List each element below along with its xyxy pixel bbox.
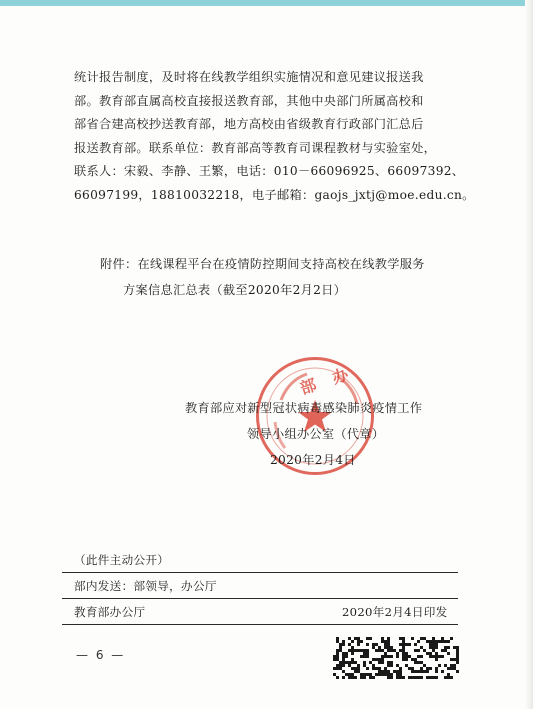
- barcode-module: [426, 670, 429, 673]
- barcode-module: [345, 655, 348, 658]
- barcode-module: [348, 649, 351, 652]
- barcode-module: [384, 652, 387, 655]
- barcode-module: [336, 649, 339, 652]
- barcode-module: [450, 637, 453, 640]
- barcode-module: [342, 655, 345, 658]
- internal-distribution: 部内发送：部领导，办公厅: [74, 579, 217, 593]
- barcode-module: [396, 673, 399, 676]
- barcode-module: [438, 640, 441, 643]
- barcode-module: [429, 667, 432, 670]
- barcode-module: [450, 658, 453, 661]
- barcode-module: [366, 649, 369, 652]
- barcode-module: [429, 646, 432, 649]
- barcode-module: [339, 649, 342, 652]
- barcode-module: [444, 649, 447, 652]
- barcode-module: [429, 676, 432, 679]
- barcode-module: [336, 652, 339, 655]
- barcode-module: [393, 670, 396, 673]
- barcode-module: [450, 667, 453, 670]
- barcode-module: [354, 676, 357, 679]
- barcode-module: [432, 655, 435, 658]
- barcode-module: [435, 640, 438, 643]
- barcode-module: [408, 667, 411, 670]
- barcode-module: [402, 640, 405, 643]
- barcode-module: [351, 673, 354, 676]
- barcode-module: [408, 655, 411, 658]
- barcode-module: [336, 676, 339, 679]
- barcode-module: [384, 670, 387, 673]
- attachment-line-2: 方案信息汇总表（截至2020年2月2日）: [123, 283, 347, 297]
- barcode-module: [381, 673, 384, 676]
- barcode-module: [336, 637, 339, 640]
- barcode-module: [372, 667, 375, 670]
- barcode-module: [414, 661, 417, 664]
- barcode-module: [354, 670, 357, 673]
- barcode-module: [390, 664, 393, 667]
- barcode-module: [363, 664, 366, 667]
- barcode-module: [354, 637, 357, 640]
- barcode-module: [333, 667, 336, 670]
- barcode-module: [387, 640, 390, 643]
- barcode-module: [435, 652, 438, 655]
- barcode-module: [357, 664, 360, 667]
- barcode-module: [384, 673, 387, 676]
- barcode-module: [447, 646, 450, 649]
- barcode-module: [414, 643, 417, 646]
- barcode-module: [429, 643, 432, 646]
- barcode-module: [357, 640, 360, 643]
- barcode-module: [378, 658, 381, 661]
- footer-divider-bottom: [62, 624, 458, 625]
- barcode-module: [402, 658, 405, 661]
- body-line: 部。教育部直属高校直接报送教育部，其他中央部门所属高校和: [74, 93, 424, 108]
- barcode-module: [429, 652, 432, 655]
- barcode-module: [336, 655, 339, 658]
- barcode-module: [375, 658, 378, 661]
- barcode-module: [366, 667, 369, 670]
- barcode-module: [435, 646, 438, 649]
- barcode-module: [420, 646, 423, 649]
- barcode-module: [333, 658, 336, 661]
- barcode-module: [375, 649, 378, 652]
- barcode-module: [336, 640, 339, 643]
- barcode-module: [438, 655, 441, 658]
- page-number: — 6 —: [76, 648, 126, 662]
- barcode-module: [435, 667, 438, 670]
- barcode-module: [429, 640, 432, 643]
- barcode-module: [405, 658, 408, 661]
- barcode-module: [432, 640, 435, 643]
- barcode-module: [369, 661, 372, 664]
- barcode-module: [387, 637, 390, 640]
- barcode-module: [387, 676, 390, 679]
- barcode-module: [411, 670, 414, 673]
- barcode-module: [381, 658, 384, 661]
- barcode-module: [387, 670, 390, 673]
- signature-org-line-2: 领导小组办公室（代章）: [247, 427, 385, 441]
- barcode-module: [372, 658, 375, 661]
- footer-divider-middle: [62, 598, 458, 599]
- barcode-module: [399, 673, 402, 676]
- barcode-module: [378, 649, 381, 652]
- barcode-module: [390, 676, 393, 679]
- barcode-module: [342, 658, 345, 661]
- barcode-module: [417, 670, 420, 673]
- barcode-module: [447, 652, 450, 655]
- barcode-module: [414, 658, 417, 661]
- barcode-module: [444, 664, 447, 667]
- barcode-module: [420, 667, 423, 670]
- barcode-module: [396, 655, 399, 658]
- seal-text: 部 办: [297, 362, 357, 399]
- barcode-module: [456, 670, 459, 673]
- barcode-module: [387, 664, 390, 667]
- barcode-module: [357, 649, 360, 652]
- signature-date: 2020年2月4日: [270, 453, 356, 467]
- barcode-module: [351, 667, 354, 670]
- barcode-module: [360, 655, 363, 658]
- barcode-module: [456, 652, 459, 655]
- barcode-module: [381, 661, 384, 664]
- barcode-module: [396, 664, 399, 667]
- barcode-module: [384, 640, 387, 643]
- barcode-module: [435, 655, 438, 658]
- barcode-module: [348, 664, 351, 667]
- barcode-module: [399, 670, 402, 673]
- barcode-module: [339, 643, 342, 646]
- barcode-module: [426, 667, 429, 670]
- barcode-module: [351, 658, 354, 661]
- barcode-module: [363, 676, 366, 679]
- barcode-module: [390, 649, 393, 652]
- barcode-module: [399, 676, 402, 679]
- barcode-module: [345, 652, 348, 655]
- barcode-module: [354, 649, 357, 652]
- body-line: 统计报告制度，及时将在线教学组织实施情况和意见建议报送我: [74, 70, 424, 84]
- barcode-module: [363, 652, 366, 655]
- barcode-module: [372, 664, 375, 667]
- barcode-module: [423, 649, 426, 652]
- barcode-module: [387, 646, 390, 649]
- scan-top-border: [0, 0, 533, 6]
- barcode-module: [411, 658, 414, 661]
- barcode-module: [435, 670, 438, 673]
- barcode-module: [363, 661, 366, 664]
- barcode-module: [348, 637, 351, 640]
- barcode-module: [357, 667, 360, 670]
- barcode-module: [414, 649, 417, 652]
- barcode-module: [438, 664, 441, 667]
- barcode-module: [339, 661, 342, 664]
- barcode-module: [339, 667, 342, 670]
- barcode-module: [360, 676, 363, 679]
- barcode-module: [402, 643, 405, 646]
- barcode-module: [333, 673, 336, 676]
- barcode-module: [345, 673, 348, 676]
- barcode-module: [456, 655, 459, 658]
- barcode-module: [456, 649, 459, 652]
- barcode-module: [363, 649, 366, 652]
- barcode-module: [387, 643, 390, 646]
- barcode-module: [408, 643, 411, 646]
- barcode-module: [405, 655, 408, 658]
- barcode-module: [387, 655, 390, 658]
- barcode-module: [435, 676, 438, 679]
- barcode-module: [384, 655, 387, 658]
- barcode-module: [402, 649, 405, 652]
- barcode-module: [378, 667, 381, 670]
- barcode-module: [414, 670, 417, 673]
- barcode-module: [393, 649, 396, 652]
- barcode-module: [423, 664, 426, 667]
- barcode-module: [390, 646, 393, 649]
- barcode-module: [444, 640, 447, 643]
- barcode-module: [441, 655, 444, 658]
- barcode-module: [351, 652, 354, 655]
- barcode-module: [402, 655, 405, 658]
- barcode-module: [396, 652, 399, 655]
- barcode-module: [417, 640, 420, 643]
- barcode-module: [441, 637, 444, 640]
- barcode-module: [381, 637, 384, 640]
- scan-right-edge: [525, 0, 533, 709]
- barcode-module: [414, 676, 417, 679]
- barcode-module: [342, 676, 345, 679]
- barcode-module: [351, 646, 354, 649]
- barcode-module: [411, 676, 414, 679]
- barcode-module: [351, 649, 354, 652]
- barcode-module: [432, 676, 435, 679]
- barcode-module: [405, 652, 408, 655]
- barcode-module: [369, 637, 372, 640]
- barcode-module: [348, 661, 351, 664]
- barcode-module: [450, 676, 453, 679]
- barcode-module: [420, 676, 423, 679]
- barcode-module: [381, 640, 384, 643]
- barcode-module: [411, 667, 414, 670]
- barcode-module: [357, 637, 360, 640]
- barcode-module: [369, 676, 372, 679]
- barcode-module: [390, 673, 393, 676]
- barcode-module: [390, 661, 393, 664]
- barcode-module: [351, 661, 354, 664]
- barcode-module: [357, 643, 360, 646]
- barcode-module: [447, 667, 450, 670]
- barcode-module: [372, 643, 375, 646]
- barcode-module: [456, 646, 459, 649]
- barcode-module: [408, 676, 411, 679]
- barcode-module: [399, 643, 402, 646]
- barcode-module: [441, 670, 444, 673]
- barcode-module: [402, 646, 405, 649]
- barcode-module: [378, 673, 381, 676]
- barcode-module: [441, 640, 444, 643]
- body-line: 66097199，18810032218，电子邮箱：gaojs_jxtj@moe.edu.cn。: [74, 187, 475, 202]
- barcode-module: [381, 655, 384, 658]
- barcode-module: [402, 676, 405, 679]
- barcode-module: [420, 661, 423, 664]
- barcode-module: [360, 673, 363, 676]
- barcode-module: [420, 655, 423, 658]
- barcode-module: [387, 673, 390, 676]
- barcode-module: [405, 664, 408, 667]
- barcode-module: [360, 649, 363, 652]
- barcode-module: [363, 655, 366, 658]
- barcode-module: [339, 664, 342, 667]
- barcode-module: [432, 643, 435, 646]
- barcode-module: [444, 646, 447, 649]
- issuer: 教育部办公厅: [74, 605, 146, 619]
- barcode-module: [426, 676, 429, 679]
- body-line: 报送教育部。联系单位：教育部高等教育司课程教材与实验室处，: [74, 140, 437, 155]
- barcode-module: [342, 661, 345, 664]
- barcode-module: [447, 673, 450, 676]
- public-notice: （此件主动公开）: [74, 553, 170, 567]
- barcode-module: [387, 661, 390, 664]
- barcode-module: [384, 643, 387, 646]
- barcode-module: [342, 670, 345, 673]
- barcode-module: [390, 655, 393, 658]
- barcode-module: [357, 670, 360, 673]
- barcode-module: [411, 637, 414, 640]
- barcode-module: [405, 643, 408, 646]
- barcode-module: [417, 661, 420, 664]
- barcode-module: [372, 676, 375, 679]
- barcode-module: [387, 649, 390, 652]
- barcode-module: [366, 655, 369, 658]
- body-paragraph: [74, 66, 474, 208]
- barcode-module: [378, 670, 381, 673]
- barcode-module: [447, 640, 450, 643]
- barcode-module: [429, 655, 432, 658]
- barcode-module: [396, 670, 399, 673]
- barcode-module: [342, 664, 345, 667]
- barcode-module: [369, 673, 372, 676]
- barcode-module: [417, 676, 420, 679]
- barcode-module: [339, 646, 342, 649]
- barcode-module: [417, 655, 420, 658]
- barcode-module: [366, 673, 369, 676]
- barcode-module: [453, 667, 456, 670]
- barcode-module: [342, 652, 345, 655]
- barcode-module: [333, 655, 336, 658]
- barcode-module: [441, 649, 444, 652]
- barcode-module: [375, 673, 378, 676]
- barcode-module: [444, 676, 447, 679]
- attachment-line-1: 附件：在线课程平台在疫情防控期间支持高校在线教学服务: [100, 257, 425, 271]
- barcode-module: [384, 667, 387, 670]
- barcode-module: [366, 652, 369, 655]
- barcode-module: [417, 649, 420, 652]
- barcode-module: [432, 637, 435, 640]
- barcode-module: [351, 640, 354, 643]
- barcode-module: [456, 661, 459, 664]
- barcode-module: [450, 664, 453, 667]
- barcode-module: [372, 646, 375, 649]
- barcode-module: [360, 640, 363, 643]
- barcode-module: [378, 646, 381, 649]
- barcode-module: [453, 658, 456, 661]
- barcode-module: [426, 640, 429, 643]
- barcode-module: [447, 676, 450, 679]
- barcode-module: [336, 667, 339, 670]
- barcode-module: [366, 643, 369, 646]
- barcode-module: [453, 646, 456, 649]
- barcode-module: [453, 664, 456, 667]
- barcode-module: [336, 664, 339, 667]
- barcode-module: [363, 673, 366, 676]
- barcode-module: [432, 649, 435, 652]
- barcode-module: [435, 658, 438, 661]
- barcode-module: [402, 637, 405, 640]
- barcode-module: [402, 652, 405, 655]
- barcode-module: [381, 670, 384, 673]
- barcode-module: [420, 637, 423, 640]
- barcode-module: [435, 643, 438, 646]
- barcode-module: [423, 670, 426, 673]
- barcode-module: [354, 661, 357, 664]
- barcode-module: [399, 667, 402, 670]
- barcode-module: [420, 670, 423, 673]
- barcode-module: [378, 661, 381, 664]
- barcode-module: [348, 676, 351, 679]
- barcode-module: [342, 640, 345, 643]
- barcode-module: [342, 643, 345, 646]
- barcode-module: [423, 637, 426, 640]
- barcode-module: [351, 676, 354, 679]
- body-line: 联系人：宋毅、李静、王繁，电话：010－66096925、66097392、: [74, 164, 465, 179]
- barcode-module: [399, 637, 402, 640]
- barcode-module: [396, 676, 399, 679]
- barcode-module: [432, 646, 435, 649]
- qr-code-icon: [333, 637, 459, 679]
- signature-org-line-1: 教育部应对新型冠状病毒感染肺炎疫情工作: [185, 401, 423, 415]
- barcode-module: [336, 658, 339, 661]
- barcode-module: [345, 661, 348, 664]
- barcode-module: [348, 673, 351, 676]
- barcode-module: [375, 667, 378, 670]
- barcode-module: [348, 643, 351, 646]
- issue-date: 2020年2月4日印发: [342, 605, 448, 619]
- barcode-module: [384, 646, 387, 649]
- barcode-module: [381, 649, 384, 652]
- footer-divider-top: [62, 572, 458, 573]
- barcode-module: [426, 652, 429, 655]
- barcode-module: [456, 658, 459, 661]
- barcode-module: [366, 637, 369, 640]
- barcode-module: [354, 667, 357, 670]
- barcode-module: [375, 643, 378, 646]
- body-line: 部省合建高校抄送教育部，地方高校由省级教育行政部门汇总后: [74, 117, 424, 132]
- barcode-module: [399, 649, 402, 652]
